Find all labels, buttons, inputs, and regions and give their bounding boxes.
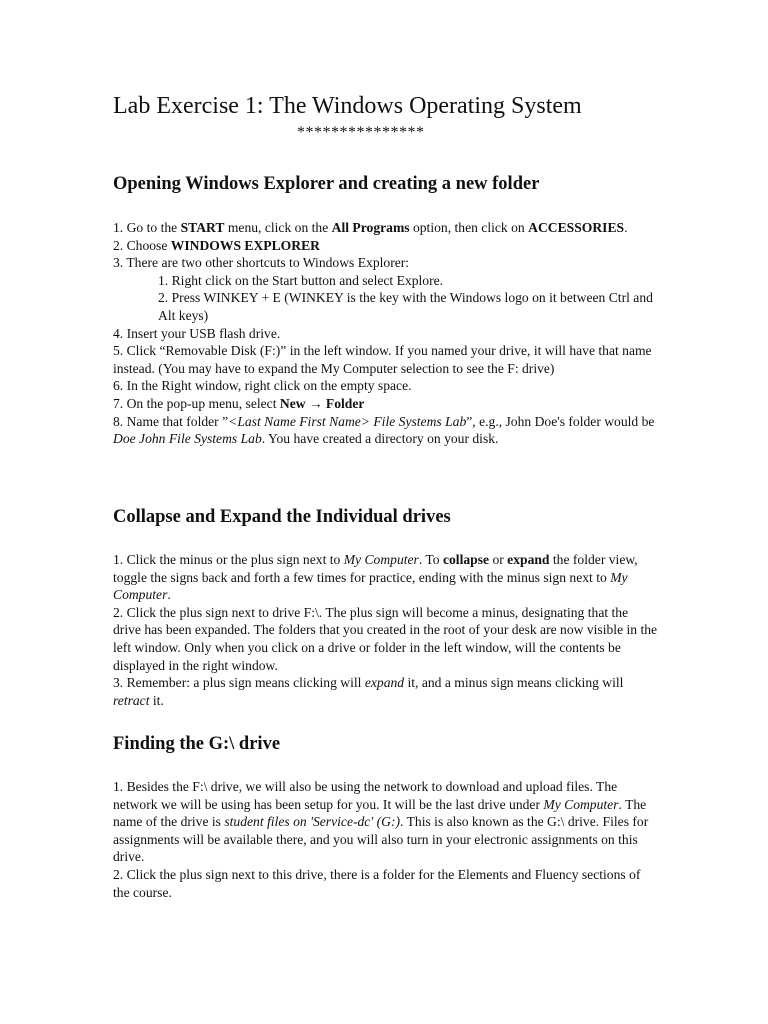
title-divider-stars: *************** [297, 124, 425, 141]
section-body-explorer [113, 219, 658, 448]
list-item: 2. Choose WINDOWS EXPLORER [113, 237, 320, 253]
list-item: 5. Click “Removable Disk (F:)” in the left window. If you named your drive, it will have that name instead. (You may have to expand the My Computer selection to see the F: drive) [113, 343, 652, 376]
section-heading-drives: Collapse and Expand the Individual drives [113, 507, 451, 527]
list-item: 3. There are two other shortcuts to Windows Explorer: [113, 255, 410, 271]
sub-list-item: 1. Right click on the Start button and select Explore. [158, 272, 444, 288]
list-item: 4. Insert your USB flash drive. [113, 325, 281, 341]
list-item: 3. Remember: a plus sign means clicking will expand it, and a minus sign means clicking will retract it. [113, 675, 624, 708]
sub-list-item: 2. Press WINKEY + E (WINKEY is the key with the Windows logo on it between Ctrl and Alt keys) [158, 290, 653, 323]
section-body-drives [113, 551, 658, 709]
list-item: 1. Go to the START menu, click on the All Programs option, then click on ACCESSORIES. [113, 220, 628, 235]
list-item: 6. In the Right window, right click on the empty space. [113, 378, 412, 394]
section-heading-g-drive: Finding the G:\ drive [113, 734, 281, 754]
list-item: 1. Besides the F:\ drive, we will also be using the network to download and upload files. The network we will be using has been setup for you. It will be the last drive under My Computer. The name of the drive is student files on 'Service-dc' (G:). This is also known as the G:\ drive. Files for assignments will be available there, and you will also turn in your electronic assignments on this drive. [113, 779, 649, 865]
list-item: 2. Click the plus sign next to drive F:\. The plus sign will become a minus, designating that the drive has been expanded. The folders that you created in the root of your desk are now visible in the left window. Only when you click on a drive or folder in the left window, will the contents be displayed in the right window. [113, 604, 658, 673]
list-item: 1. Click the minus or the plus sign next to My Computer. To collapse or expand the folder view, toggle the signs back and forth a few times for practice, ending with the minus sign next to My Computer. [113, 552, 638, 603]
list-item: 7. On the pop-up menu, select New → Folder [113, 395, 365, 411]
page-title: Lab Exercise 1: The Windows Operating System [113, 93, 582, 119]
section-heading-explorer: Opening Windows Explorer and creating a new folder [113, 174, 540, 194]
list-item: 8. Name that folder ”<Last Name First Name> File Systems Lab”, e.g., John Doe's folder would be Doe John File Systems Lab. You have created a directory on your disk. [113, 413, 655, 447]
list-item: 2. Click the plus sign next to this drive, there is a folder for the Elements and Fluency sections of the course. [113, 866, 641, 900]
section-body-g-drive [113, 778, 658, 901]
